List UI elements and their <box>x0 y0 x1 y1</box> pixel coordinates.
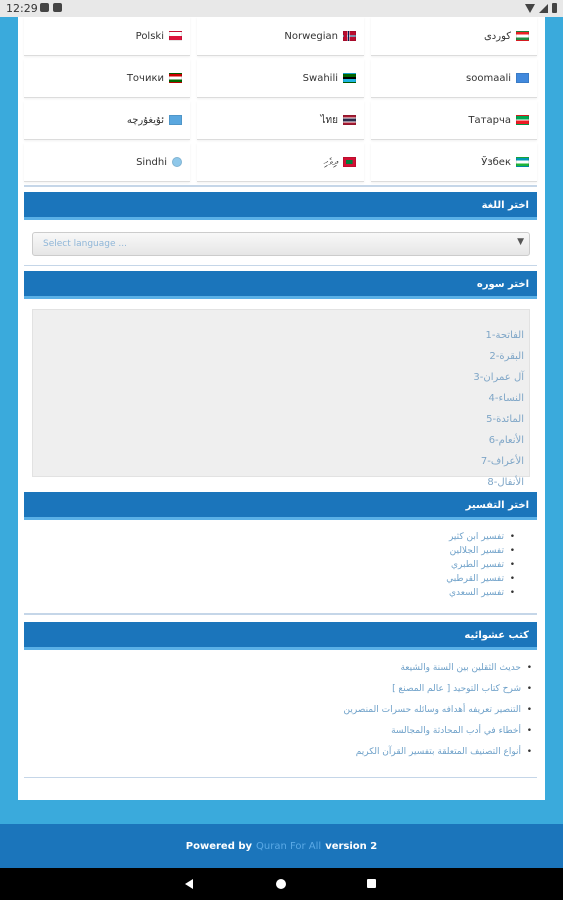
surah-item[interactable]: 8-الأنفال <box>487 477 524 488</box>
section-divider <box>24 265 537 266</box>
section-divider <box>24 185 537 187</box>
flag-icon <box>172 157 182 167</box>
language-panel-title: اختر اللغة <box>481 200 529 211</box>
chevron-down-icon: ▼ <box>517 237 524 247</box>
tafsir-panel-header <box>24 492 537 520</box>
language-item[interactable] <box>24 101 190 140</box>
home-icon[interactable] <box>276 879 286 889</box>
tafsir-link[interactable]: تفسير السعدي • <box>446 586 515 600</box>
flag-icon <box>343 115 356 125</box>
surah-item[interactable]: 6-الأنعام <box>488 435 524 446</box>
language-item[interactable] <box>24 17 190 56</box>
language-item[interactable] <box>371 59 537 98</box>
surah-item[interactable]: 3-آل عمران <box>473 372 524 383</box>
notification-icon <box>40 3 49 12</box>
language-label: Татарча <box>468 114 511 126</box>
surah-list[interactable] <box>32 309 530 488</box>
language-label: ئۇيغۇرچە <box>126 114 164 126</box>
battery-icon <box>552 3 557 13</box>
language-label: Norwegian <box>284 30 338 42</box>
footer-prefix: Powered by <box>185 840 253 852</box>
sd-card-icon <box>53 3 62 12</box>
signal-icon <box>539 4 548 13</box>
android-nav-bar <box>0 868 563 900</box>
book-link[interactable]: حديث الثقلين بين السنة والشيعة • <box>343 658 532 679</box>
back-icon[interactable] <box>185 879 193 889</box>
book-link[interactable]: التنصير تعريفه أهدافه وسائله حسرات المنصرين • <box>343 700 532 721</box>
language-label: كوردی <box>483 30 511 42</box>
tafsir-link[interactable]: تفسير الجلالين • <box>446 544 515 558</box>
book-link[interactable]: شرح كتاب التوحيد [ عالم المصنع ] • <box>343 679 532 700</box>
language-item[interactable] <box>24 59 190 98</box>
language-item[interactable] <box>197 59 364 98</box>
language-item[interactable] <box>197 17 364 56</box>
language-label: Polski <box>135 30 164 42</box>
language-item[interactable] <box>371 101 537 140</box>
surah-panel-header <box>24 271 537 299</box>
language-label: ދިވެހި <box>323 156 338 168</box>
surah-item[interactable]: 5-المائدة <box>486 414 524 425</box>
flag-icon <box>343 73 356 83</box>
language-label: ไทย <box>320 114 338 126</box>
language-item[interactable] <box>24 143 190 182</box>
books-panel-title: كتب عشوائيه <box>464 630 529 641</box>
footer <box>0 824 563 868</box>
tafsir-link[interactable]: تفسير الطبري • <box>446 558 515 572</box>
surah-item[interactable]: 7-الأعراف <box>480 456 524 467</box>
language-label: soomaali <box>466 72 511 84</box>
language-label: Swahili <box>302 72 338 84</box>
status-bar <box>0 0 563 17</box>
books-panel-header <box>24 622 537 650</box>
wifi-icon <box>525 4 535 13</box>
flag-icon <box>516 157 529 167</box>
flag-icon <box>343 157 356 167</box>
flag-icon <box>516 115 529 125</box>
book-link[interactable]: أخطاء في أدب المحادثة والمجالسة • <box>343 721 532 742</box>
section-divider <box>24 777 537 778</box>
content-card <box>18 17 545 800</box>
flag-icon <box>343 31 356 41</box>
footer-link[interactable]: Quran For All <box>256 840 322 852</box>
surah-item[interactable]: 1-الفاتحة <box>485 330 524 341</box>
language-select-placeholder: Select language ... <box>43 239 127 249</box>
flag-icon <box>169 31 182 41</box>
tafsir-link[interactable]: تفسير القرطبي • <box>446 572 515 586</box>
language-item[interactable] <box>371 17 537 56</box>
language-label: Точики <box>126 72 164 84</box>
language-item[interactable] <box>197 143 364 182</box>
status-time: 12:29 <box>6 2 38 15</box>
recent-apps-icon[interactable] <box>367 879 376 888</box>
books-list <box>343 658 532 763</box>
section-divider <box>24 613 537 615</box>
footer-suffix: version 2 <box>325 840 378 852</box>
language-label: Ўзбек <box>481 156 511 168</box>
book-link[interactable]: أنواع التصنيف المتعلقة بتفسير القرآن الكريم • <box>343 742 532 763</box>
tafsir-panel-title: اختر التفسير <box>465 500 529 511</box>
language-select[interactable] <box>32 232 530 256</box>
flag-icon <box>169 115 182 125</box>
flag-icon <box>169 73 182 83</box>
tafsir-link[interactable]: تفسير ابن كثير • <box>446 530 515 544</box>
surah-item[interactable]: 4-النساء <box>488 393 524 404</box>
flag-icon <box>516 73 529 83</box>
language-item[interactable] <box>371 143 537 182</box>
language-label: Sindhi <box>136 156 167 168</box>
language-item[interactable] <box>197 101 364 140</box>
flag-icon <box>516 31 529 41</box>
language-panel-header <box>24 192 537 220</box>
tafsir-list <box>446 530 515 600</box>
surah-item[interactable]: 2-البقرة <box>489 351 524 362</box>
surah-panel-title: اختر سوره <box>476 279 529 290</box>
